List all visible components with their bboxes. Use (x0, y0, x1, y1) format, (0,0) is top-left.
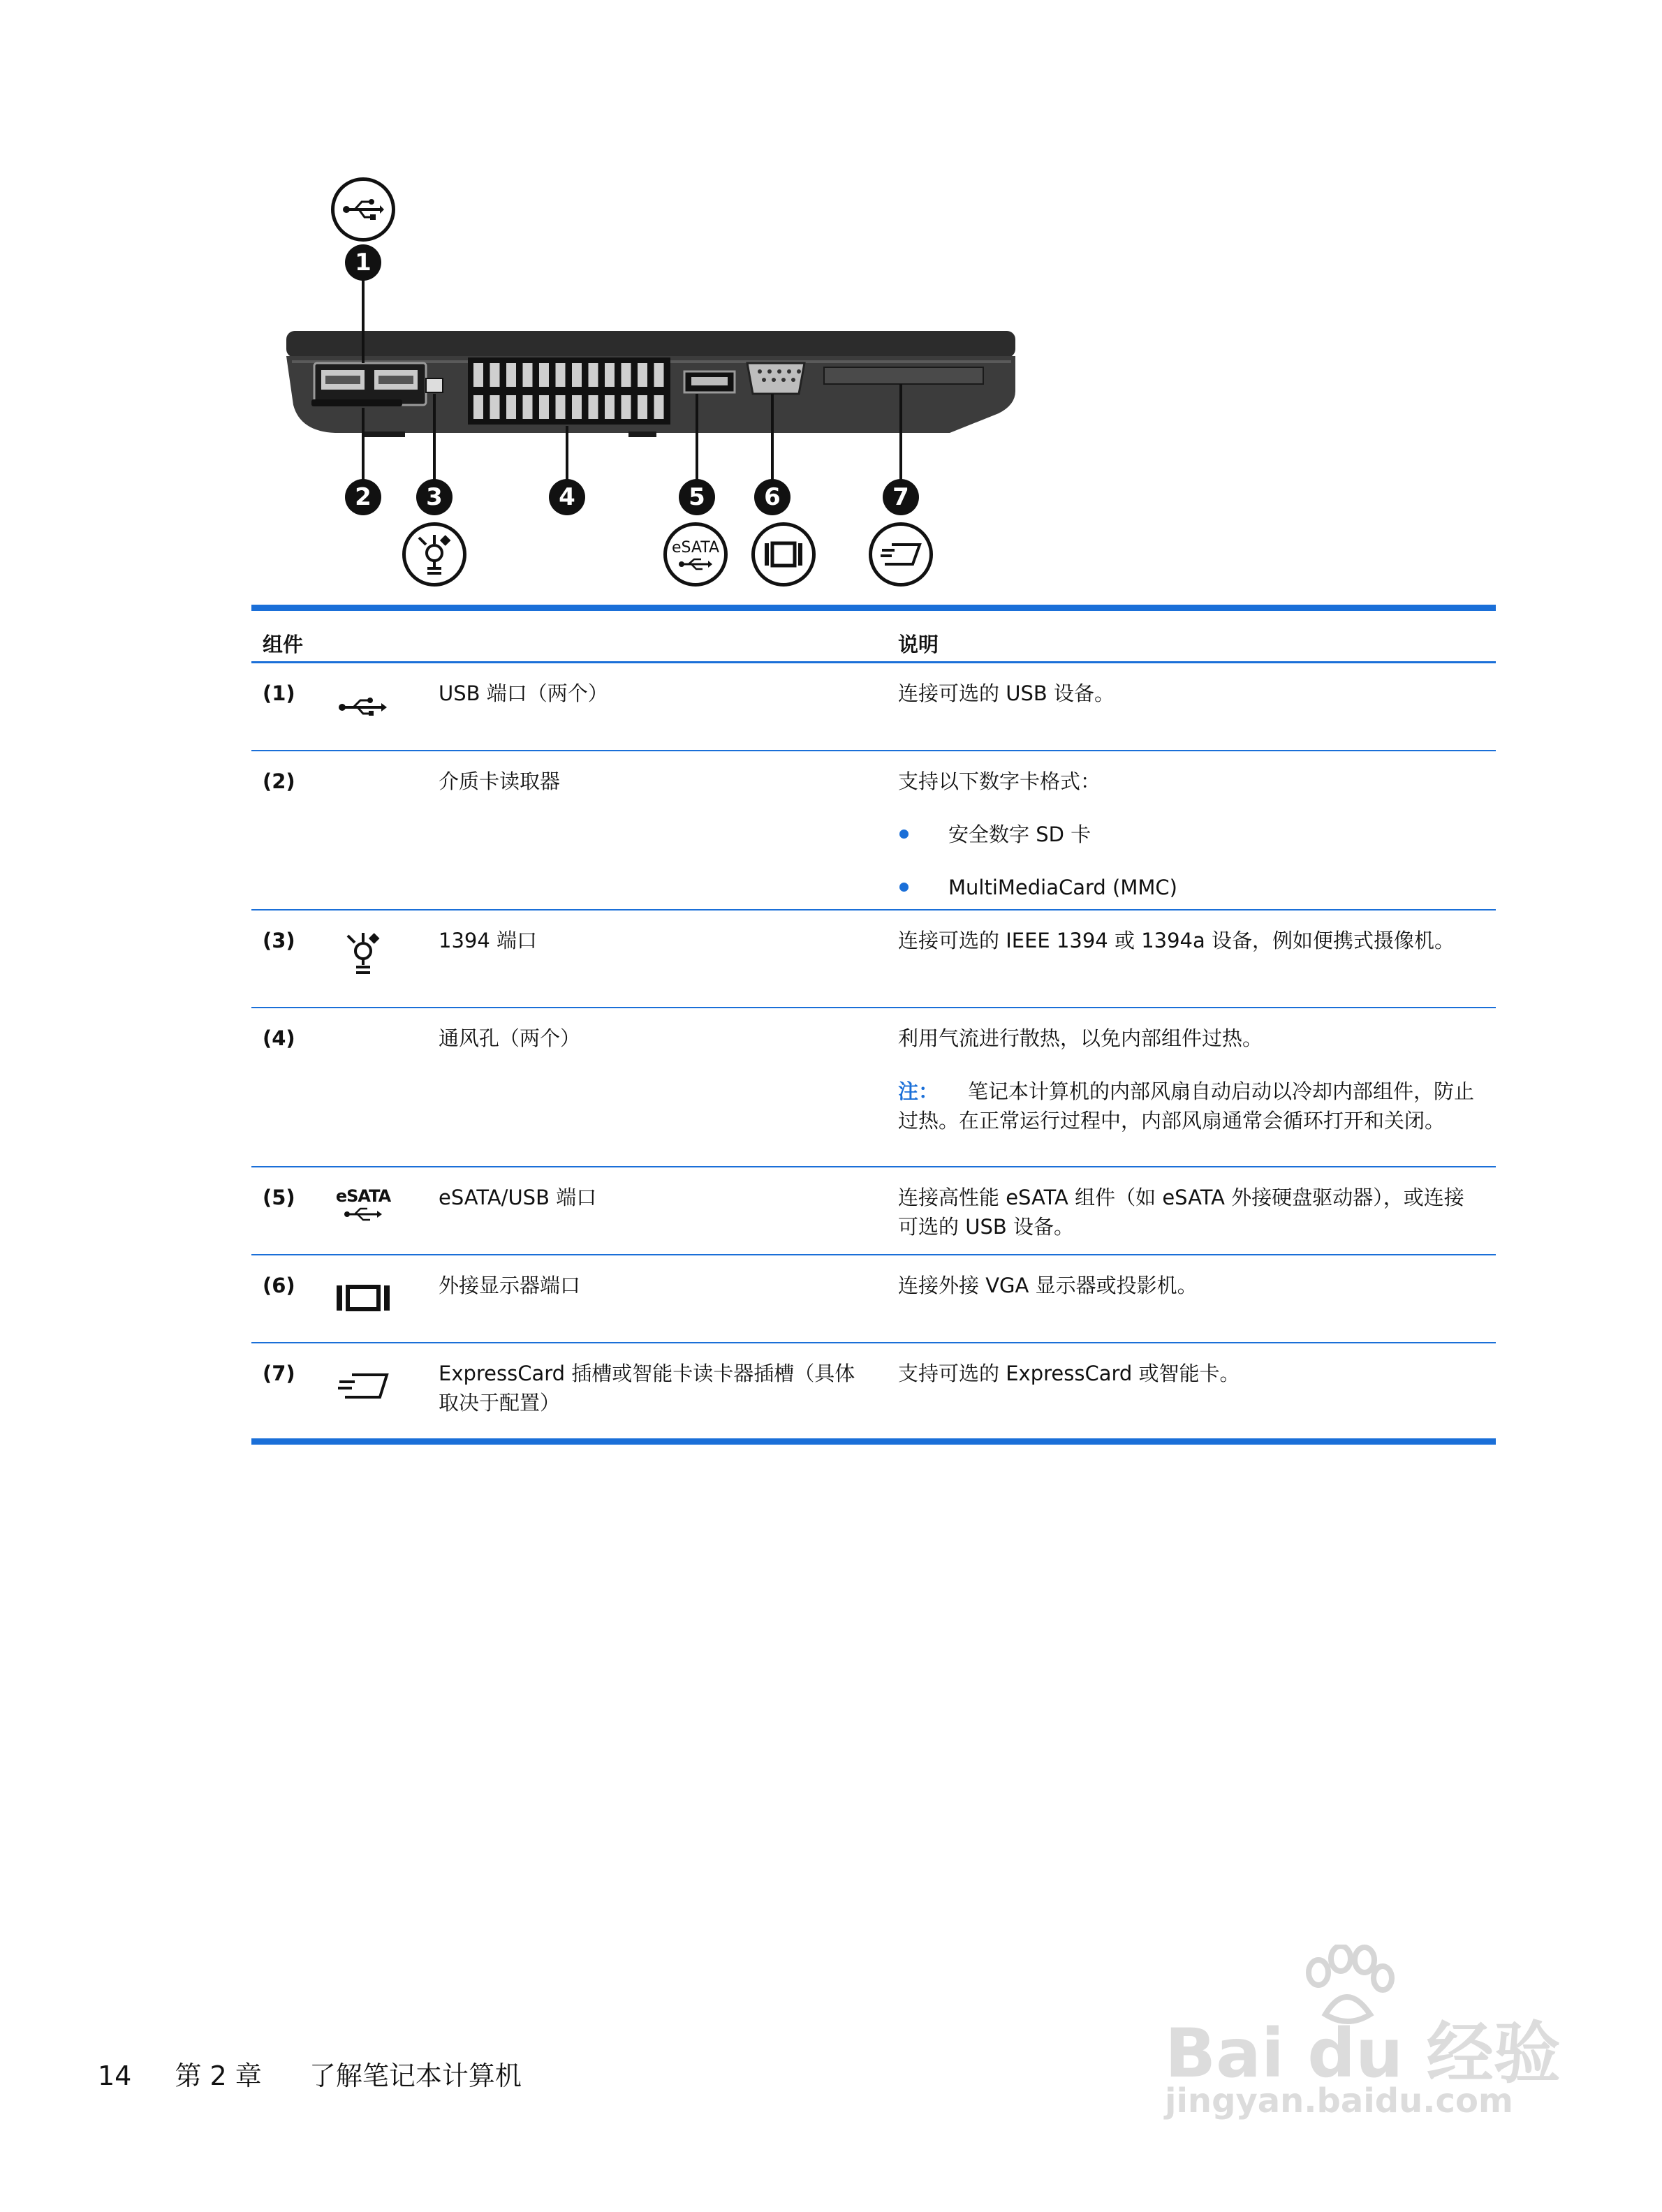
component-description (898, 767, 1482, 902)
chapter-label: 第 2 章 (175, 2060, 262, 2091)
row-number: (6) (263, 1274, 295, 1297)
component-description: 连接可选的 USB 设备。 (898, 681, 1115, 705)
firewire-icon (335, 931, 391, 975)
page-number: 14 (98, 2060, 132, 2091)
watermark-url: jingyan.baidu.com (1165, 2081, 1513, 2121)
callout-6: 6 (754, 479, 790, 515)
esata-icon-label: eSATA (671, 539, 720, 556)
row-number: (4) (263, 1026, 295, 1050)
note-text: 笔记本计算机的内部风扇自动启动以冷却内部组件，防止过热。在正常运行过程中，内部风扇通常会循环打开和关闭。 (898, 1079, 1475, 1133)
row-number: (2) (263, 769, 295, 793)
component-name: 外接显示器端口 (439, 1274, 581, 1297)
component-description: 支持可选的 ExpressCard 或智能卡。 (898, 1362, 1240, 1385)
callout-7: 7 (883, 479, 919, 515)
chapter-title: 了解笔记本计算机 (309, 2060, 522, 2091)
table-row (251, 1167, 1496, 1254)
expresscard-icon (869, 522, 933, 587)
callout-2: 2 (345, 479, 381, 515)
row-number: (5) (263, 1186, 295, 1209)
component-description: 连接高性能 eSATA 组件（如 eSATA 外接硬盘驱动器），或连接可选的 USB 设备。 (898, 1186, 1464, 1239)
component-name: USB 端口（两个） (439, 681, 608, 705)
table-row (251, 1008, 1496, 1166)
note-label: 注： (898, 1079, 939, 1103)
table-row (251, 910, 1496, 1007)
description-text: 支持以下数字卡格式： (898, 769, 1101, 793)
table-bottom-rule (251, 1438, 1496, 1445)
watermark-brand: Bai du 经验 (1165, 2014, 1561, 2093)
callout-1: 1 (345, 244, 381, 281)
callout-5: 5 (679, 479, 715, 515)
component-name: eSATA/USB 端口 (439, 1186, 597, 1209)
firewire-icon (402, 522, 466, 587)
component-description: 连接可选的 IEEE 1394 或 1394a 设备，例如便携式摄像机。 (898, 929, 1455, 952)
monitor-icon (335, 1276, 391, 1320)
callout-3: 3 (416, 479, 453, 515)
component-description: 连接外接 VGA 显示器或投影机。 (898, 1274, 1198, 1297)
baidu-jingyan-watermark (1165, 1945, 1561, 2126)
esata-icon-label: eSATA (335, 1186, 391, 1206)
header-component: 组件 (263, 633, 304, 656)
page-footer (98, 2054, 541, 2093)
esata-usb-icon (335, 1183, 391, 1226)
table-top-rule (251, 605, 1496, 611)
bullet-item: MultiMediaCard (MMC) (898, 873, 1482, 902)
component-table (251, 605, 1496, 1445)
bullet-item: 安全数字 SD 卡 (898, 820, 1482, 849)
esata-usb-icon (663, 522, 728, 587)
component-name: 1394 端口 (439, 929, 538, 952)
row-number: (7) (263, 1362, 295, 1385)
monitor-icon (751, 522, 816, 587)
laptop-side-illustration (251, 161, 1034, 607)
row-number: (1) (263, 681, 295, 705)
component-description (898, 1024, 1482, 1135)
table-header (251, 611, 1496, 661)
expresscard-icon (335, 1364, 391, 1408)
table-row (251, 1255, 1496, 1342)
component-name: 介质卡读取器 (439, 769, 561, 793)
table-row (251, 663, 1496, 750)
usb-icon (331, 177, 395, 242)
description-text: 利用气流进行散热，以免内部组件过热。 (898, 1026, 1263, 1050)
note (898, 1077, 1482, 1135)
component-name: ExpressCard 插槽或智能卡读卡器插槽（具体取决于配置） (439, 1362, 855, 1415)
usb-icon (335, 684, 391, 728)
table-row (251, 751, 1496, 909)
row-number: (3) (263, 929, 295, 952)
header-description: 说明 (898, 633, 939, 656)
callout-4: 4 (549, 479, 585, 515)
table-row (251, 1343, 1496, 1438)
component-name: 通风孔（两个） (439, 1026, 581, 1050)
